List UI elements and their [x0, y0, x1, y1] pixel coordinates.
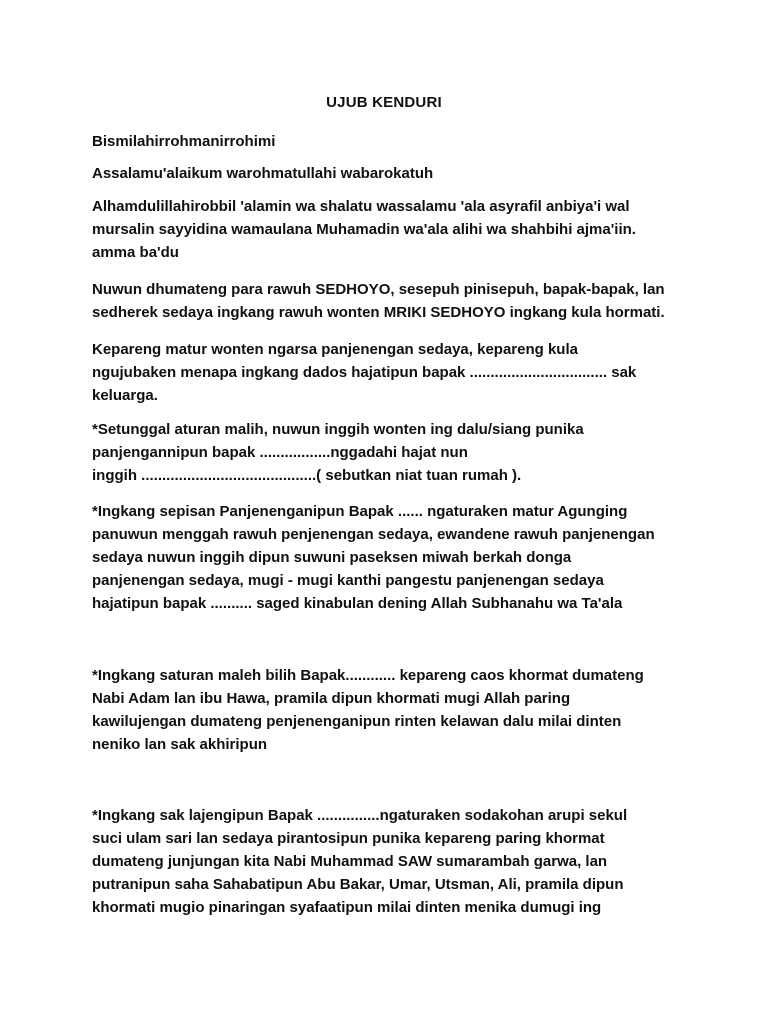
document-title: UJUB KENDURI: [326, 94, 442, 111]
paragraph-line: putranipun saha Sahabatipun Abu Bakar, Umar, Utsman, Ali, pramila dipun: [92, 876, 624, 893]
paragraph-line: *Setunggal aturan malih, nuwun inggih wonten ing dalu/siang punika: [92, 421, 584, 438]
paragraph-line: Alhamdulillahirobbil 'alamin wa shalatu wassalamu 'ala asyrafil anbiya'i wal: [92, 198, 630, 215]
paragraph-line: *Ingkang sepisan Panjenenganipun Bapak ...... ngaturaken matur Agunging: [92, 503, 628, 520]
paragraph-line: Assalamu'alaikum warohmatullahi wabarokatuh: [92, 165, 434, 182]
paragraph-line: sedherek sedaya ingkang rawuh wonten MRIKI SEDHOYO ingkang kula hormati.: [92, 304, 665, 321]
paragraph-line: suci ulam sari lan sedaya pirantosipun punika kepareng paring khormat: [92, 830, 605, 847]
paragraph-line: Kepareng matur wonten ngarsa panjenengan sedaya, kepareng kula: [92, 341, 578, 358]
paragraph-saturan: [92, 664, 692, 756]
paragraph-line: *Ingkang saturan maleh bilih Bapak............ kepareng caos khormat dumateng: [92, 667, 644, 684]
paragraph-line: panjenengan sedaya, mugi - mugi kanthi pangestu panjenengan sedaya: [92, 572, 604, 589]
paragraph-line: panjengannipun bapak .................nggadahi hajat nun: [92, 444, 468, 461]
paragraph-line: *Ingkang sak lajengipun Bapak ...............ngaturaken sodakohan arupi sekul: [92, 807, 628, 824]
paragraph-line: khormati mugio pinaringan syafaatipun milai dinten menika dumugi ing: [92, 899, 602, 916]
paragraph-line: Nuwun dhumateng para rawuh SEDHOYO, sesepuh pinisepuh, bapak-bapak, lan: [92, 281, 665, 298]
paragraph-bismillah: [92, 130, 692, 153]
paragraph-line: panuwun menggah rawuh penjenengan sedaya, ewandene rawuh panjenengan: [92, 526, 655, 543]
paragraph-line: kawilujengan dumateng penjenenganipun rinten kelawan dalu milai dinten: [92, 713, 622, 730]
paragraph-line: ngujubaken menapa ingkang dados hajatipun bapak ................................. sak: [92, 364, 637, 381]
paragraph-kepareng: [92, 338, 692, 407]
paragraph-line: Nabi Adam lan ibu Hawa, pramila dipun khormati mugi Allah paring: [92, 690, 571, 707]
paragraph-line: hajatipun bapak .......... saged kinabulan dening Allah Subhanahu wa Ta'ala: [92, 595, 623, 612]
paragraph-line: mursalin sayyidina wamaulana Muhamadin wa'ala alihi wa shahbihi ajma'iin.: [92, 221, 636, 238]
paragraph-salam: [92, 162, 692, 185]
paragraph-line: neniko lan sak akhiripun: [92, 736, 268, 753]
paragraph-setunggal: [92, 418, 692, 487]
paragraph-line: keluarga.: [92, 387, 158, 404]
paragraph-line: sedaya nuwun inggih dipun suwuni paseksen miwah berkah donga: [92, 549, 572, 566]
paragraph-line: dumateng junjungan kita Nabi Muhammad SAW sumarambah garwa, lan: [92, 853, 608, 870]
paragraph-sepisan: [92, 500, 692, 615]
paragraph-lajengipun: [92, 804, 692, 919]
paragraph-line: amma ba'du: [92, 244, 179, 261]
paragraph-line: inggih ..........................................( sebutkan niat tuan rumah ).: [92, 467, 522, 484]
paragraph-greeting: [92, 278, 692, 324]
paragraph-line: Bismilahirrohmanirrohimi: [92, 133, 276, 150]
paragraph-hamdalah: [92, 195, 692, 264]
